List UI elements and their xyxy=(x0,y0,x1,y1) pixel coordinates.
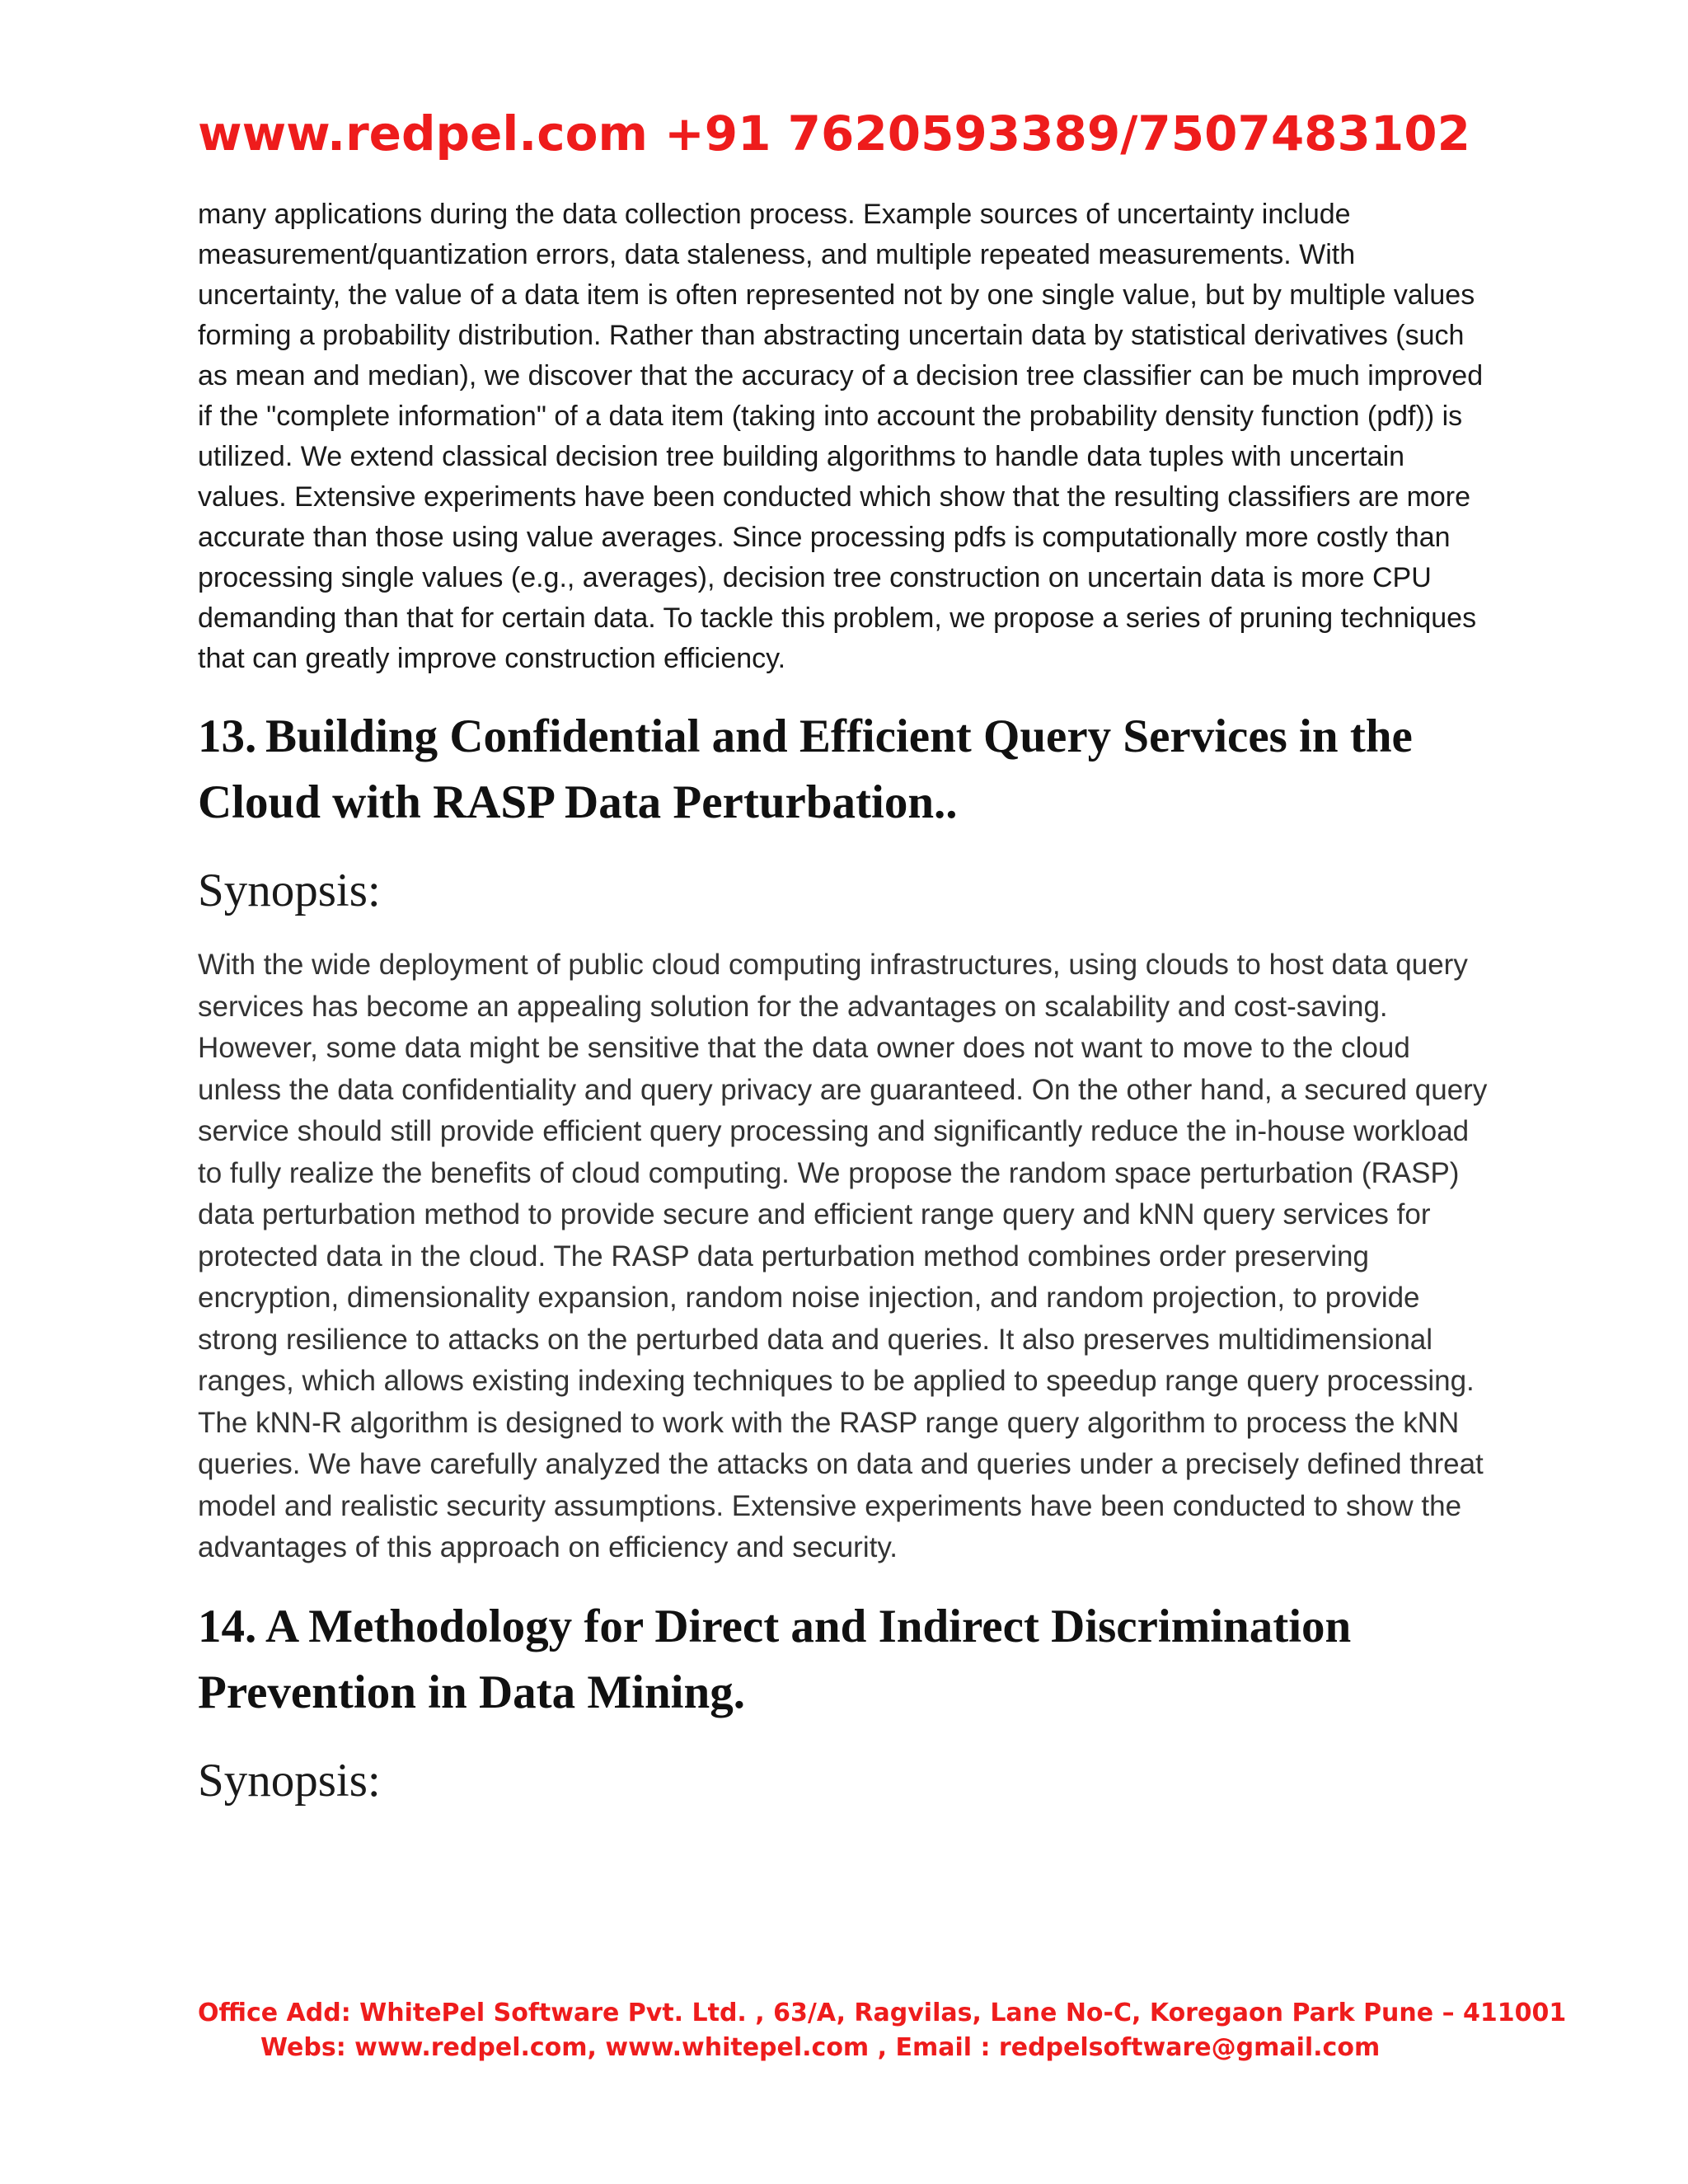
section-13-heading xyxy=(198,704,1500,836)
section-13-synopsis-label: Synopsis: xyxy=(198,865,381,916)
intro-paragraph: many applications during the data collection process. Example sources of uncertainty include measurement/quantization errors, data staleness, and multiple repeated measurements. With uncertainty, the value of a data item is often represented not by one single value, but by multiple values forming a probability distribution. Rather than abstracting uncertain data by statistical derivatives (such as mean and median), we discover that the accuracy of a decision tree classifier can be much improved if the "complete information" of a data item (taking into account the probability density function (pdf)) is utilized. We extend classical decision tree building algorithms to handle data tuples with uncertain values. Extensive experiments have been conducted which show that the resulting classifiers are more accurate than those using value averages. Since processing pdfs is computationally more costly than processing single values (e.g., averages), decision tree construction on uncertain data is more CPU demanding than that for certain data. To tackle this problem, we propose a series of pruning techniques that can greatly improve construction efficiency. xyxy=(198,199,1484,674)
footer-address xyxy=(198,1996,1567,2065)
section-13-synopsis: With the wide deployment of public cloud computing infrastructures, using clouds to host data query services has become an appealing solution for the advantages on scalability and cost-saving. However, some data might be sensitive that the data owner does not want to move to the cloud unless the data confidentiality and query privacy are guaranteed. On the other hand, a secured query service should still provide efficient query processing and significantly reduce the in-house workload to fully realize the benefits of cloud computing. We propose the random space perturbation (RASP) data perturbation method to provide secure and efficient range query and kNN query services for protected data in the cloud. The RASP data perturbation method combines order preserving encryption, dimensionality expansion, random noise injection, and random projection, to provide strong resilience to attacks on the perturbed data and queries. It also preserves multidimensional ranges, which allows existing indexing techniques to be applied to speedup range query processing. The kNN-R algorithm is designed to work with the RASP range query algorithm to process the kNN queries. We have carefully analyzed the attacks on data and queries under a precisely defined threat model and realistic security assumptions. Extensive experiments have been conducted to show the advantages of this approach on efficiency and security. xyxy=(198,949,1488,1563)
section-13-title: Building Confidential and Efficient Query Services in the Cloud with RASP Data Perturbation.. xyxy=(198,710,1413,828)
section-14-synopsis-label: Synopsis: xyxy=(198,1754,381,1807)
section-14-heading xyxy=(198,1594,1500,1726)
section-14-title: A Methodology for Direct and Indirect Discrimination Prevention in Data Mining. xyxy=(198,1600,1352,1718)
header-contact: www.redpel.com +91 7620593389/7507483102 xyxy=(198,105,1470,162)
footer-websites-email: Webs: www.redpel.com, www.whitepel.com , Email : redpelsoftware@gmail.com xyxy=(260,2033,1381,2062)
footer-office-address: Office Add: WhitePel Software Pvt. Ltd. , 63/A, Ragvilas, Lane No-C, Koregaon Park Pune – 411001 xyxy=(198,1999,1567,2027)
section-13-number: 13. xyxy=(198,710,257,762)
page-content xyxy=(198,194,1500,1810)
section-14-number: 14. xyxy=(198,1600,257,1652)
